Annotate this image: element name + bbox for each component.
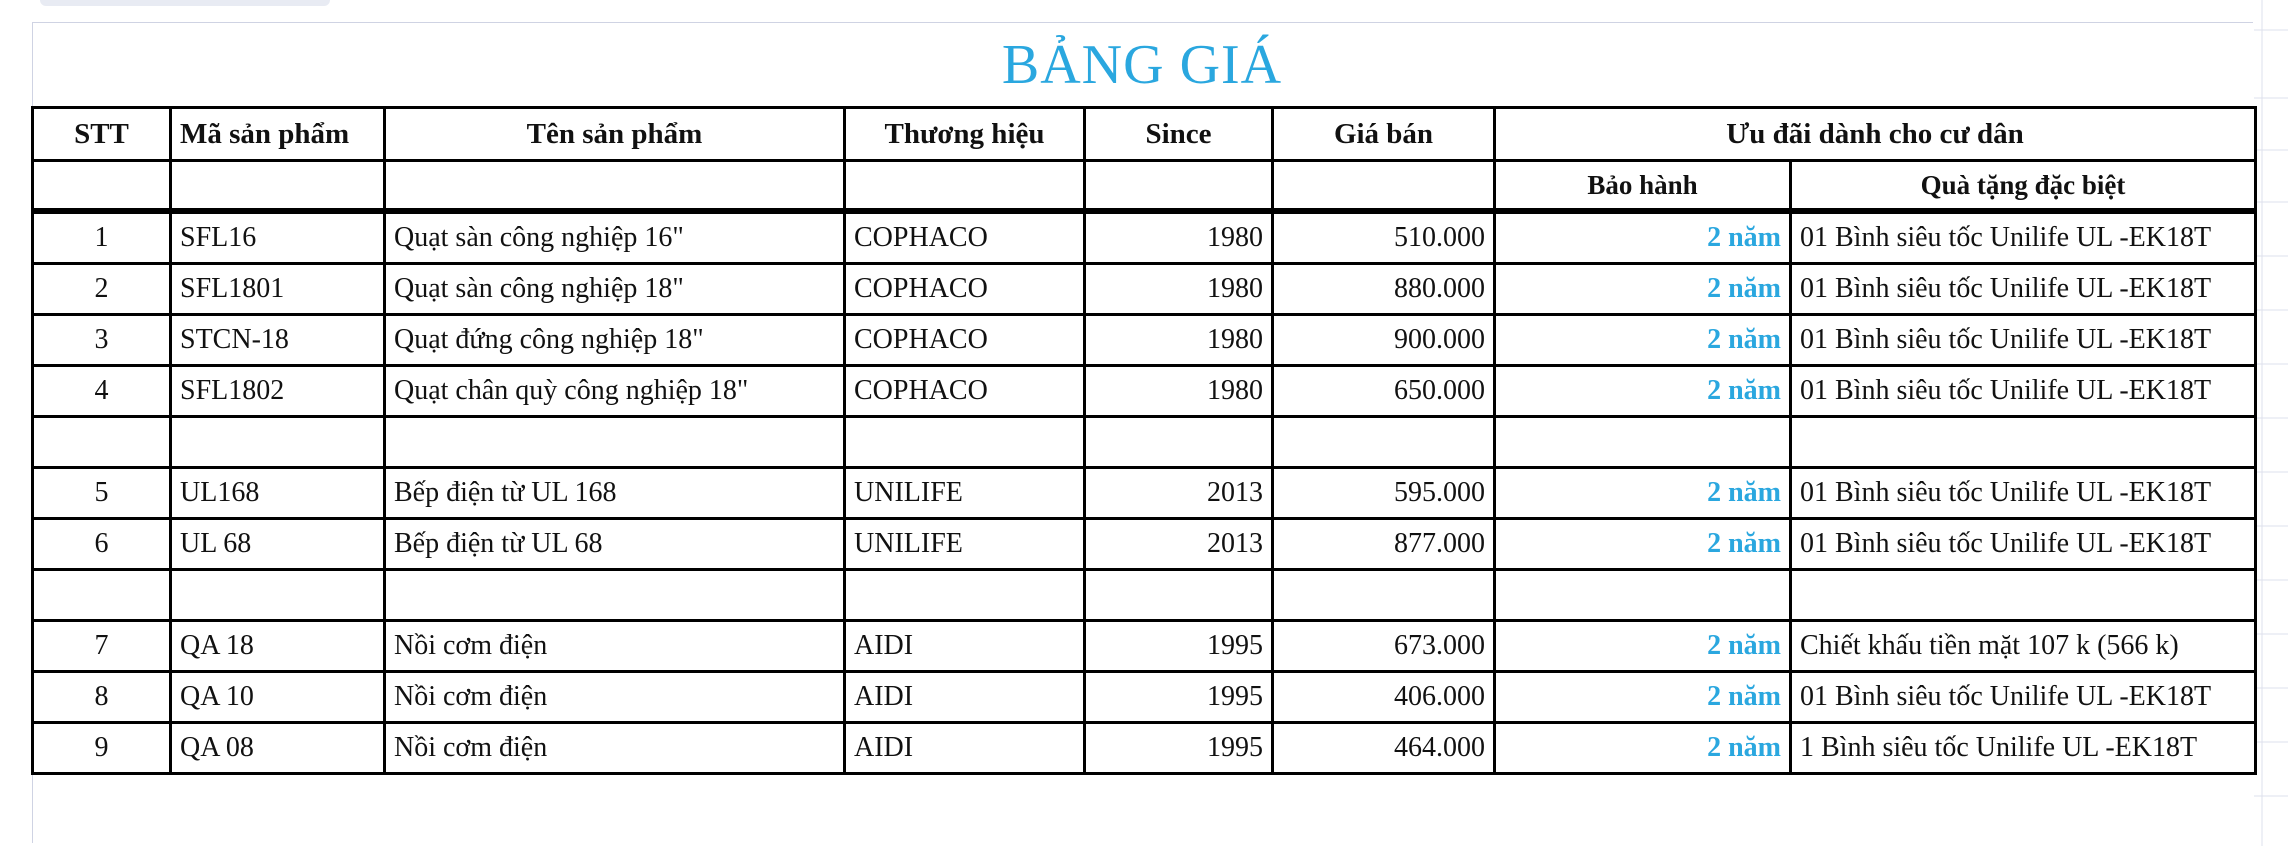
empty-cell — [171, 417, 385, 468]
table-row — [33, 366, 2256, 417]
cell-price: 406.000 — [1273, 672, 1495, 723]
cell-warranty: 2 năm — [1495, 621, 1791, 672]
table-row — [33, 468, 2256, 519]
header-stt: STT — [33, 108, 171, 161]
cell-price: 595.000 — [1273, 468, 1495, 519]
cell-name: Nồi cơm điện — [385, 621, 845, 672]
subheader-empty-cell — [1085, 161, 1273, 212]
cell-price: 877.000 — [1273, 519, 1495, 570]
cell-since: 1980 — [1085, 211, 1273, 264]
cell-price: 510.000 — [1273, 211, 1495, 264]
header-warranty: Bảo hành — [1495, 161, 1791, 212]
cell-stt: 6 — [33, 519, 171, 570]
price-table — [31, 106, 2257, 775]
empty-cell — [1273, 417, 1495, 468]
cell-warranty: 2 năm — [1495, 468, 1791, 519]
empty-cell — [1085, 570, 1273, 621]
cell-gift: 01 Bình siêu tốc Unilife UL -EK18T — [1791, 315, 2256, 366]
cell-code: STCN-18 — [171, 315, 385, 366]
cell-stt: 4 — [33, 366, 171, 417]
cell-code: UL 68 — [171, 519, 385, 570]
empty-cell — [1791, 417, 2256, 468]
cell-gift: 01 Bình siêu tốc Unilife UL -EK18T — [1791, 366, 2256, 417]
cell-price: 464.000 — [1273, 723, 1495, 774]
cell-price: 900.000 — [1273, 315, 1495, 366]
cell-name: Bếp điện từ UL 168 — [385, 468, 845, 519]
cell-stt: 9 — [33, 723, 171, 774]
header-since: Since — [1085, 108, 1273, 161]
cell-stt: 8 — [33, 672, 171, 723]
cell-since: 1995 — [1085, 723, 1273, 774]
cell-code: QA 10 — [171, 672, 385, 723]
subheader-empty-cell — [171, 161, 385, 212]
cell-brand: UNILIFE — [845, 519, 1085, 570]
cell-gift: 1 Bình siêu tốc Unilife UL -EK18T — [1791, 723, 2256, 774]
cell-stt: 7 — [33, 621, 171, 672]
header-code: Mã sản phẩm — [171, 108, 385, 161]
cell-code: SFL16 — [171, 211, 385, 264]
cell-since: 1980 — [1085, 264, 1273, 315]
header-name: Tên sản phẩm — [385, 108, 845, 161]
empty-cell — [1791, 570, 2256, 621]
cell-stt: 2 — [33, 264, 171, 315]
empty-cell — [385, 570, 845, 621]
sheet-tab-stub — [40, 0, 330, 6]
cell-warranty: 2 năm — [1495, 723, 1791, 774]
cell-name: Quạt chân quỳ công nghiệp 18" — [385, 366, 845, 417]
table-row — [33, 519, 2256, 570]
header-offer-group: Ưu đãi dành cho cư dân — [1495, 108, 2256, 161]
cell-gift: 01 Bình siêu tốc Unilife UL -EK18T — [1791, 264, 2256, 315]
cell-stt: 3 — [33, 315, 171, 366]
table-row — [33, 621, 2256, 672]
cell-since: 2013 — [1085, 468, 1273, 519]
table-row — [33, 211, 2256, 264]
cell-gift: 01 Bình siêu tốc Unilife UL -EK18T — [1791, 519, 2256, 570]
empty-cell — [845, 417, 1085, 468]
cell-name: Quạt sàn công nghiệp 18" — [385, 264, 845, 315]
empty-cell — [33, 417, 171, 468]
table-row — [33, 672, 2256, 723]
spacer-row — [33, 417, 2256, 468]
header-price: Giá bán — [1273, 108, 1495, 161]
cell-name: Quạt sàn công nghiệp 16" — [385, 211, 845, 264]
cell-warranty: 2 năm — [1495, 211, 1791, 264]
cell-gift: 01 Bình siêu tốc Unilife UL -EK18T — [1791, 468, 2256, 519]
subheader-empty-cell — [845, 161, 1085, 212]
cell-price: 673.000 — [1273, 621, 1495, 672]
subheader-empty-cell — [33, 161, 171, 212]
empty-cell — [33, 570, 171, 621]
cell-name: Bếp điện từ UL 68 — [385, 519, 845, 570]
table-row — [33, 264, 2256, 315]
cell-name: Nồi cơm điện — [385, 723, 845, 774]
table-row — [33, 723, 2256, 774]
cell-since: 2013 — [1085, 519, 1273, 570]
cell-gift: 01 Bình siêu tốc Unilife UL -EK18T — [1791, 211, 2256, 264]
subheader-empty-cell — [385, 161, 845, 212]
cell-warranty: 2 năm — [1495, 519, 1791, 570]
cell-code: QA 18 — [171, 621, 385, 672]
cell-since: 1980 — [1085, 315, 1273, 366]
empty-cell — [1495, 570, 1791, 621]
cell-warranty: 2 năm — [1495, 672, 1791, 723]
cell-stt: 1 — [33, 211, 171, 264]
cell-name: Nồi cơm điện — [385, 672, 845, 723]
cell-brand: AIDI — [845, 672, 1085, 723]
cell-stt: 5 — [33, 468, 171, 519]
cell-warranty: 2 năm — [1495, 366, 1791, 417]
cell-code: SFL1801 — [171, 264, 385, 315]
empty-cell — [1273, 570, 1495, 621]
cell-code: QA 08 — [171, 723, 385, 774]
cell-brand: AIDI — [845, 723, 1085, 774]
header-brand: Thương hiệu — [845, 108, 1085, 161]
cell-gift: Chiết khấu tiền mặt 107 k (566 k) — [1791, 621, 2256, 672]
cell-since: 1980 — [1085, 366, 1273, 417]
cell-brand: UNILIFE — [845, 468, 1085, 519]
cell-warranty: 2 năm — [1495, 264, 1791, 315]
header-gift: Quà tặng đặc biệt — [1791, 161, 2256, 212]
empty-cell — [385, 417, 845, 468]
cell-brand: AIDI — [845, 621, 1085, 672]
cell-brand: COPHACO — [845, 366, 1085, 417]
subheader-row — [33, 161, 2256, 212]
cell-brand: COPHACO — [845, 315, 1085, 366]
empty-cell — [845, 570, 1085, 621]
cell-price: 880.000 — [1273, 264, 1495, 315]
cell-name: Quạt đứng công nghiệp 18" — [385, 315, 845, 366]
header-row — [33, 108, 2256, 161]
cell-code: UL168 — [171, 468, 385, 519]
subheader-empty-cell — [1273, 161, 1495, 212]
page-title: BẢNG GIÁ — [1001, 34, 1283, 96]
empty-cell — [1495, 417, 1791, 468]
cell-price: 650.000 — [1273, 366, 1495, 417]
cell-gift: 01 Bình siêu tốc Unilife UL -EK18T — [1791, 672, 2256, 723]
cell-since: 1995 — [1085, 672, 1273, 723]
cell-code: SFL1802 — [171, 366, 385, 417]
spacer-row — [33, 570, 2256, 621]
empty-cell — [1085, 417, 1273, 468]
cell-brand: COPHACO — [845, 264, 1085, 315]
table-row — [33, 315, 2256, 366]
empty-cell — [171, 570, 385, 621]
cell-brand: COPHACO — [845, 211, 1085, 264]
cell-warranty: 2 năm — [1495, 315, 1791, 366]
cell-since: 1995 — [1085, 621, 1273, 672]
